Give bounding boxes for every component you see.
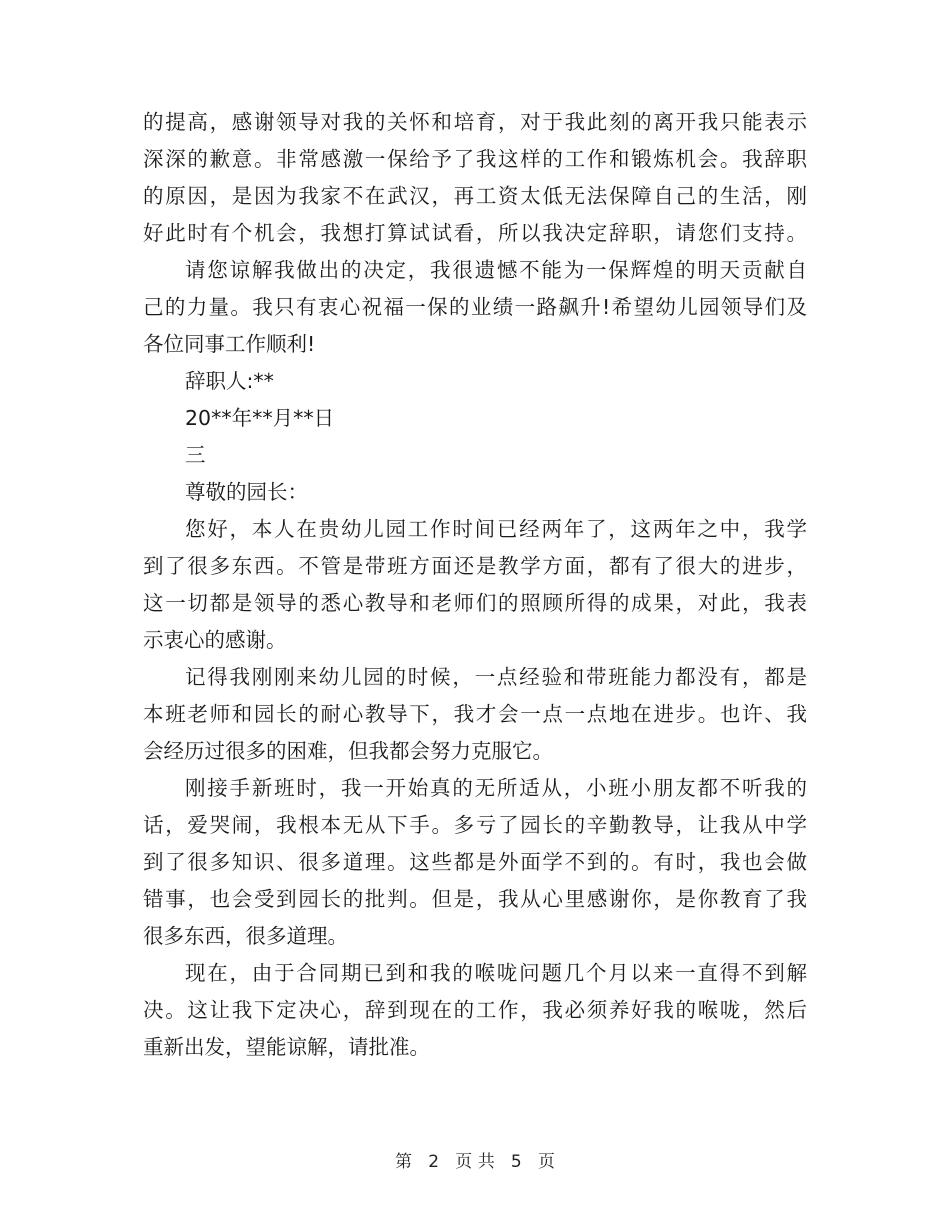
footer-middle: 页 共 [455,1152,495,1172]
text-line: 本班老师和园长的耐心教导下，我才会一点一点地在进步。也许、我 [143,702,807,726]
text-line: 这一切都是领导的悉心教导和老师们的照顾所得的成果，对此，我表 [143,591,807,615]
text-line: 话，爱哭闹，我根本无从下手。多亏了园长的辛勤教导，让我从中学 [143,813,807,837]
text-line: 记得我刚刚来幼儿园的时候，一点经验和带班能力都没有，都是 [185,665,807,689]
text-line: 的原因，是因为我家不在武汉，再工资太低无法保障自己的生活，刚 [143,184,807,208]
signature-line: 辞职人:** [185,369,274,393]
text-line: 的提高，感谢领导对我的关怀和培育，对于我此刻的离开我只能表示 [143,110,807,134]
letter-body [143,104,807,1066]
footer-prefix: 第 [395,1152,413,1172]
text-line: 很多东西，很多道理。 [143,924,348,948]
salutation: 尊敬的园长： [185,480,308,504]
text-line: 您好，本人在贵幼儿园工作时间已经两年了，这两年之中，我学 [185,517,807,541]
text-line: 决。这让我下定决心，辞到现在的工作，我必须养好我的喉咙，然后 [143,998,807,1022]
date-line: 20**年**月**日 [185,406,335,430]
total-pages-number: 5 [510,1152,522,1172]
text-line: 示衷心的感谢。 [143,628,287,652]
text-line: 刚接手新班时，我一开始真的无所适从，小班小朋友都不听我的 [185,776,807,800]
text-line: 会经历过很多的困难，但我都会努力克服它。 [143,739,553,763]
text-line: 深深的歉意。非常感激一保给予了我这样的工作和锻炼机会。我辞职 [143,147,807,171]
text-line: 到了很多东西。不管是带班方面还是教学方面，都有了很大的进步， [143,554,807,578]
current-page-number: 2 [428,1152,440,1172]
footer-suffix: 页 [537,1152,555,1172]
page-footer [0,1150,950,1174]
text-line: 请您谅解我做出的决定，我很遗憾不能为一保辉煌的明天贡献自 [185,258,807,282]
text-line: 重新出发，望能谅解，请批准。 [143,1035,430,1059]
section-number: 三 [185,443,206,467]
text-line: 己的力量。我只有衷心祝福一保的业绩一路飙升!希望幼儿园领导们及 [143,295,807,319]
text-line: 各位同事工作顺利! [143,332,316,356]
text-line: 好此时有个机会，我想打算试试看，所以我决定辞职，请您们支持。 [143,221,807,245]
text-line: 错事，也会受到园长的批判。但是，我从心里感谢你，是你教育了我 [143,887,807,911]
text-line: 现在，由于合同期已到和我的喉咙问题几个月以来一直得不到解 [185,961,807,985]
text-line: 到了很多知识、很多道理。这些都是外面学不到的。有时，我也会做 [143,850,807,874]
